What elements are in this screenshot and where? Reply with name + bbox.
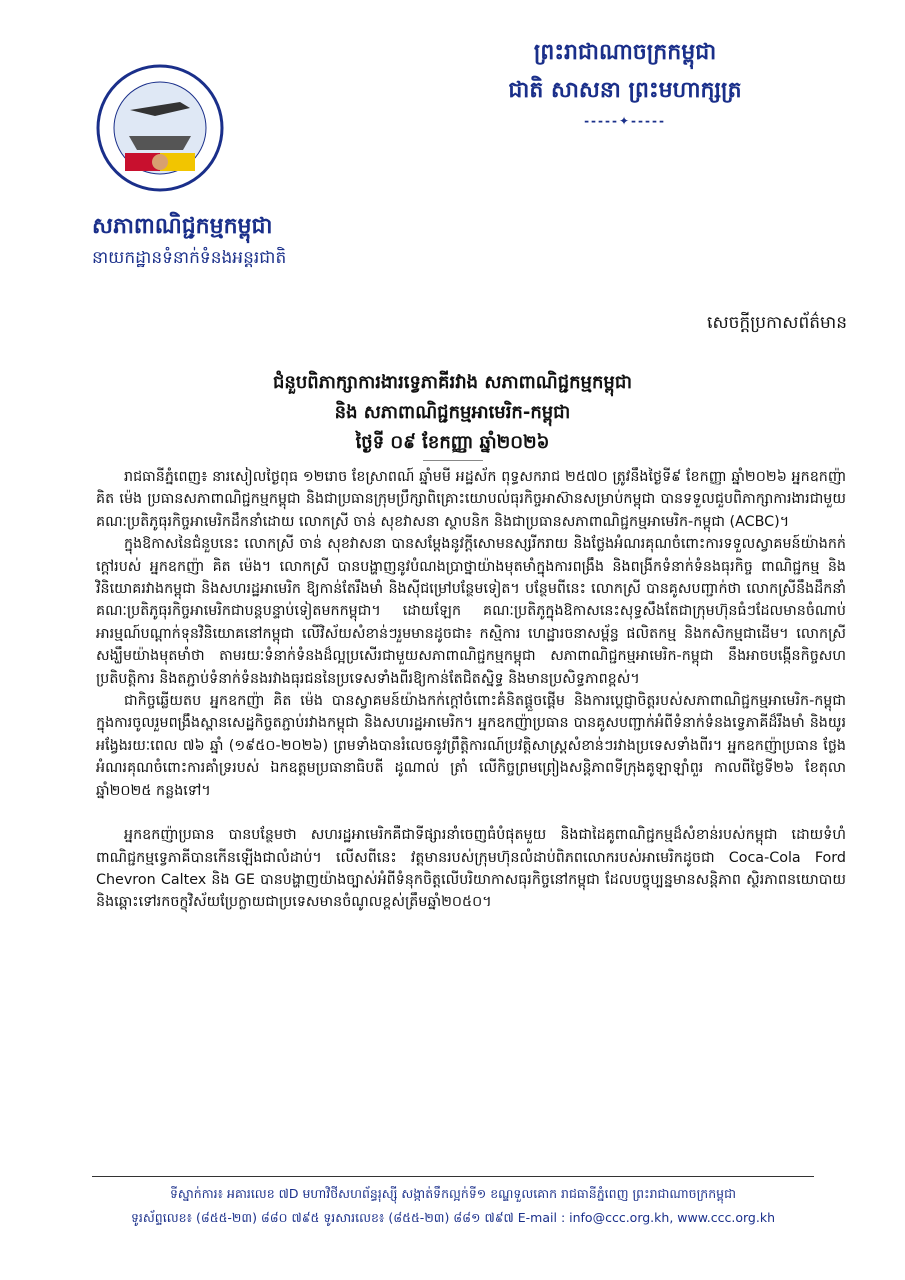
paragraph-3: ជាកិច្ចឆ្លើយតប អ្នកឧកញ៉ា គិត ម៉េង បានស្វាគមន៍យ៉ាងកក់ក្តៅចំពោះគំនិតផ្តួចផ្តើម និងការប្តេជ្ញាចិត្តរបស់សភាពាណិជ្ជកម្មអាមេរិក-កម្ពុជា ក្នុងការចូលរួមពង្រឹងស្ពានសេដ្ឋកិច្ចតភ្ជាប់រវាងកម្ពុជា និងសហរដ្ឋអាមេរិក។ អ្នកឧកញ៉ាប្រធាន បានគូសបញ្ជាក់អំពីទំនាក់ទំនងទ្វេភាគីដ៏រឹងមាំ និងយូរអង្វែងរយៈពេល ៧៦ ឆ្នាំ (១៩៥០-២០២៦) ព្រមទាំងបានរំលេចនូវព្រឹត្តិការណ៍ប្រវត្តិសាស្ត្រសំខាន់ៗរវាងប្រទេសទាំងពីរ។ អ្នកឧកញ៉ាប្រធាន ថ្លែងអំណរគុណចំពោះការគាំទ្ររបស់ ឯកឧត្តមប្រធានាធិបតី ដូណាល់ ត្រាំ លើកិច្ចព្រមព្រៀងសន្តិភាពទីក្រុងគូឡាឡាំពួរ កាលពីថ្ងៃទី២៦ ខែតុលា ឆ្នាំ២០២៥ កន្លងទៅ។	[96, 693, 846, 799]
chamber-logo	[95, 58, 225, 198]
document-title	[0, 368, 905, 461]
organization-name: សភាពាណិជ្ជកម្មកម្ពុជា	[92, 214, 273, 239]
paragraph-1: រាជធានីភ្នំពេញ៖ នារសៀលថ្ងៃពុធ ១២រោច ខែស្រាពណ៍ ឆ្នាំមមី អដ្ឋស័ក ពុទ្ធសករាជ ២៥៧០ ត្រូវនឹងថ្ងៃទី៩ ខែកញ្ញា ឆ្នាំ២០២៦ អ្នកឧកញ៉ា គិត ម៉េង ប្រធានសភាពាណិជ្ជកម្មកម្ពុជា និងជាប្រធានក្រុមប្រឹក្សាពិគ្រោះយោបល់ធុរកិច្ចអាស៊ានសម្រាប់កម្ពុជា បានទទួលជួបពិភាក្សាការងារជាមួយ គណៈប្រតិភូធុរកិច្ចអាមេរិកដឹកនាំដោយ លោកស្រី ចាន់ សុខវាសនា ស្ថាបនិក និងជាប្រធានសភាពាណិជ្ជកម្មអាមេរិក-កម្ពុជា (ACBC)។	[96, 469, 846, 530]
kingdom-motto: ជាតិ សាសនា ព្រះមហាក្សត្រ	[508, 78, 742, 103]
footer	[92, 1182, 814, 1230]
footer-phone-fax: ទូរស័ព្ទលេខ៖ (៨៥៥-២៣) ៨៨០ ៧៩៥ ទូរសារលេខ៖ (៨៥៥-២៣) ៨៨១ ៧៩៧ E-mail :	[130, 1210, 566, 1225]
paragraph-4: អ្នកឧកញ៉ាប្រធាន បានបន្ថែមថា សហរដ្ឋអាមេរិកគឺជាទីផ្សារនាំចេញធំបំផុតមួយ និងជាដៃគូពាណិជ្ជកម្មដ៏សំខាន់របស់កម្ពុជា ដោយទំហំពាណិជ្ជកម្មទ្វេភាគីបានកើនឡើងជាលំដាប់។ លើសពីនេះ វត្តមានរបស់ក្រុមហ៊ុនលំដាប់ពិភពលោករបស់អាមេរិកដូចជា Coca-Cola Ford Chevron Caltex និង GE បានបង្ហាញយ៉ាងច្បាស់អំពីទំនុកចិត្តលើបរិយាកាសធុរកិច្ចនៅកម្ពុជា ដែលបច្ចុប្បន្នមានសន្តិភាព ស្ថិរភាពនយោបាយ និងឆ្ពោះទៅរកចក្ខុវិស័យប្រែក្លាយជាប្រទេសមានចំណូលខ្ពស់ត្រឹមឆ្នាំ២០៥០។	[96, 827, 846, 911]
kingdom-title: ព្រះរាជាណាចក្រកម្ពុជា	[533, 40, 717, 65]
footer-address: ទីស្នាក់ការ៖ អគារលេខ ៧D មហាវិថីសហព័ន្ធរុស្ស៊ី សង្កាត់ទឹកល្អក់ទី១ ខណ្ឌទួលគោក រាជធានីភ្នំពេញ ព្រះរាជាណាចក្រកម្ពុជា	[169, 1186, 737, 1201]
paragraph-2: ក្នុងឱកាសនៃជំនួបនេះ លោកស្រី ចាន់ សុខវាសនា បានសម្តែងនូវក្តីសោមនស្សរីករាយ និងថ្លែងអំណរគុណចំពោះការទទួលស្វាគមន៍យ៉ាងកក់ក្តៅរបស់ អ្នកឧកញ៉ា គិត ម៉េង។ លោកស្រី បានបង្ហាញនូវបំណងប្រាថ្នាយ៉ាងមុតមាំក្នុងការពង្រឹង និងពង្រីកទំនាក់ទំនងធុរកិច្ច ពាណិជ្ជកម្ម និងវិនិយោគរវាងកម្ពុជា និងសហរដ្ឋអាមេរិក ឱ្យកាន់តែរឹងមាំ និងស៊ីជម្រៅបន្ថែមទៀត។ បន្ថែមពីនេះ លោកស្រី បានគូសបញ្ជាក់ថា លោកស្រីនឹងដឹកនាំគណៈប្រតិភូធុរកិច្ចអាមេរិកជាបន្តបន្ទាប់ទៀតមកកម្ពុជា។ ដោយឡែក គណៈប្រតិភូក្នុងឱកាសនេះសុទ្ធសឹងតែជាក្រុមហ៊ុនធំៗដែលមានចំណាប់អារម្មណ៍បណ្តាក់ទុនវិនិយោគនៅកម្ពុជា លើវិស័យសំខាន់ៗរួមមានដូចជា៖ កសិ្មការ ហេដ្ឋារចនាសម្ព័ន្ធ ផលិតកម្ម និងកសិកម្មជាដើម។ លោកស្រីសង្ឃឹមយ៉ាងមុតមាំថា តាមរយៈទំនាក់ទំនងដ៏ល្អប្រសើរជាមួយសភាពាណិជ្ជកម្មកម្ពុជា សភាពាណិជ្ជកម្មអាមេរិក-កម្ពុជា នឹងអាចបង្កើនកិច្ចសហប្រតិបត្តិការ និងតភ្ជាប់ទំនាក់ទំនងរវាងធុរជននៃប្រទេសទាំងពីរឱ្យកាន់តែជិតស្និទ្ធ និងមានប្រសិទ្ធភាពខ្ពស់។	[96, 536, 846, 687]
ornament-divider: -----✦-----	[584, 114, 666, 128]
title-line-1: ជំនួបពិភាក្សាការងារទ្វេភាគីរវាង សភាពាណិជ្ជកម្មកម្ពុជា	[273, 372, 632, 393]
email-link[interactable]: info@ccc.org.kh	[569, 1210, 670, 1225]
title-line-2: និង សភាពាណិជ្ជកម្មអាមេរិក-កម្ពុជា	[334, 402, 571, 423]
press-release-body	[96, 466, 846, 914]
title-underline	[423, 460, 483, 461]
document-type: សេចក្តីប្រកាសព័ត៌មាន	[707, 313, 847, 333]
department-name: នាយកដ្ឋានទំនាក់ទំនងអន្តរជាតិ	[92, 248, 287, 268]
footer-contact: ទូរស័ព្ទលេខ៖ (៨៥៥-២៣) ៨៨០ ៧៩៥ ទូរសារលេខ៖ (៨៥៥-២៣) ៨៨១ ៧៩៧ E-mail : info@ccc.org.kh, www.ccc.org.kh	[130, 1210, 775, 1225]
title-date: ថ្ងៃទី ០៩ ខែកញ្ញា ឆ្នាំ២០២៦	[355, 432, 550, 453]
footer-divider	[92, 1176, 814, 1177]
website-link[interactable]: www.ccc.org.kh	[677, 1210, 775, 1225]
